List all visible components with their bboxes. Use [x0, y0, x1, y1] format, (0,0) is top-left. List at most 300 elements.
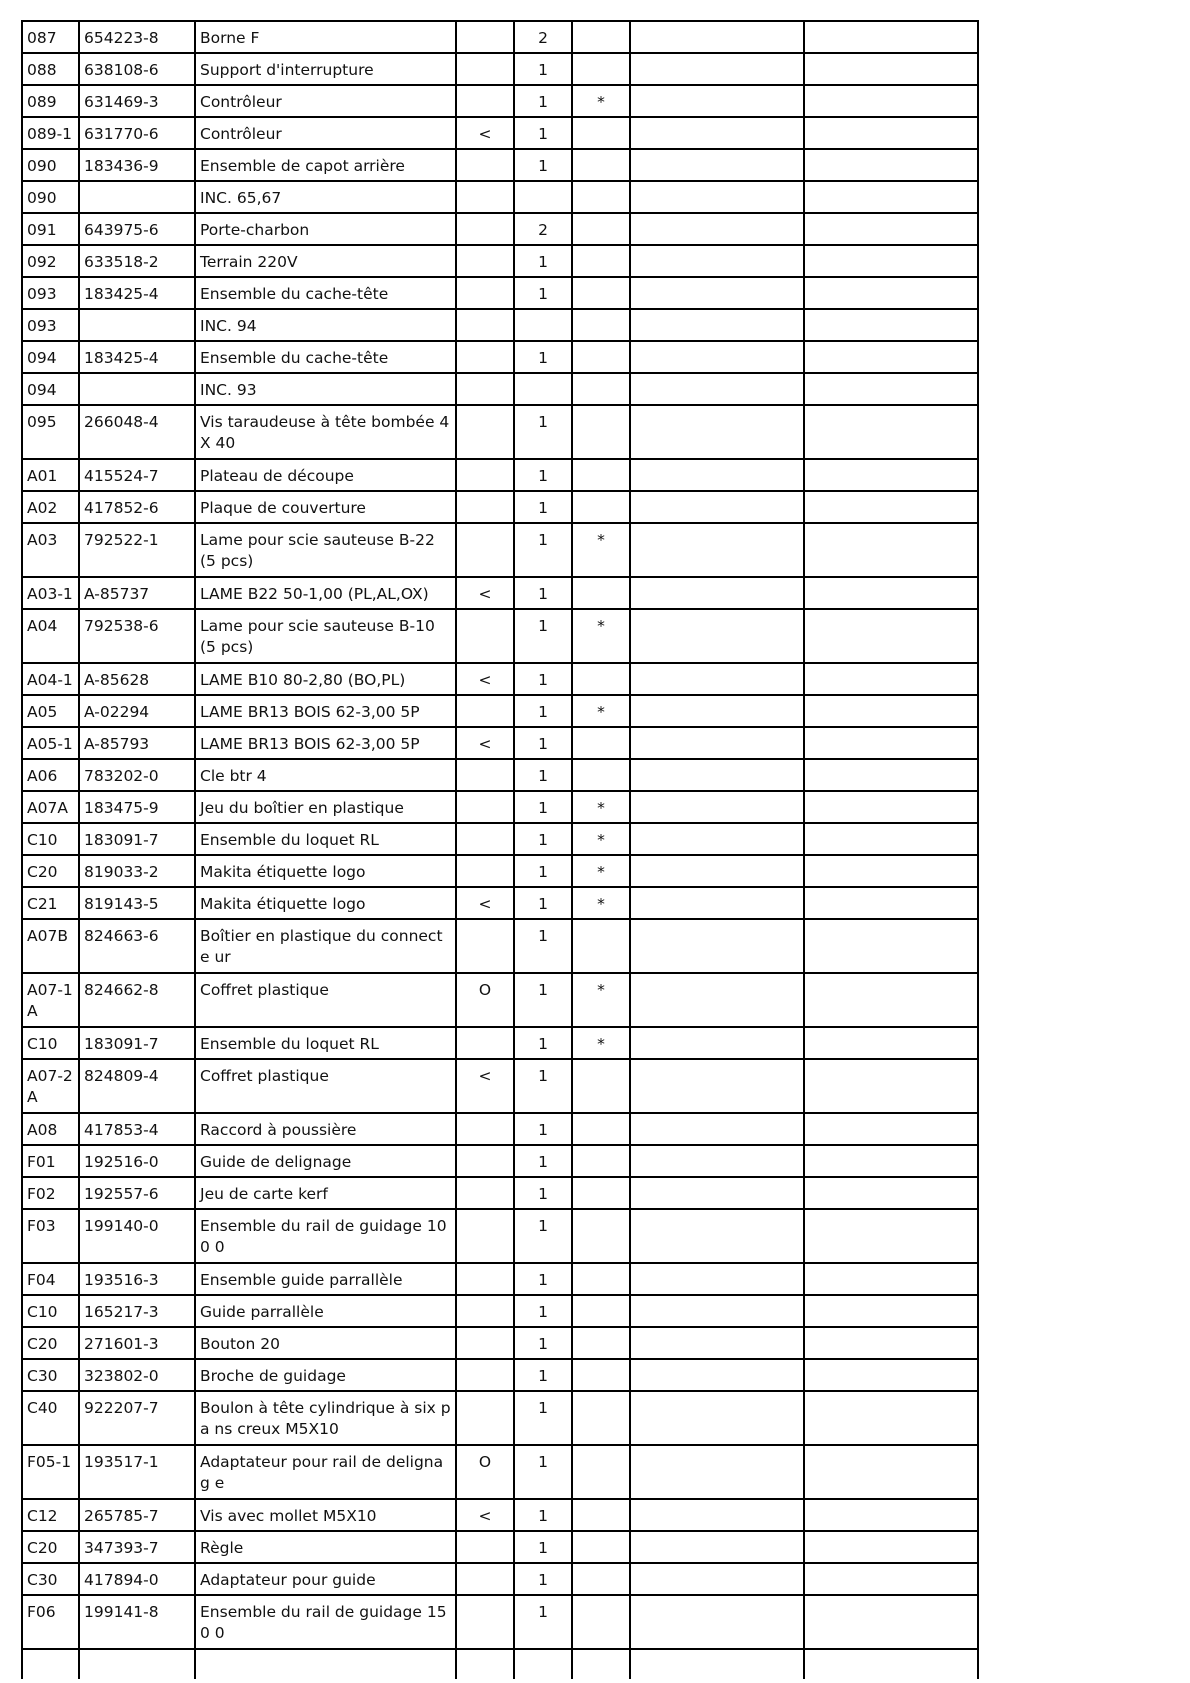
table-row [22, 213, 978, 245]
note-cell [572, 1145, 630, 1177]
table-row [22, 1113, 978, 1145]
description-cell: Ensemble du loquet RL [195, 823, 456, 855]
empty-cell [804, 1649, 978, 1679]
part-number-cell: 199140-0 [79, 1209, 195, 1263]
item-number-cell: F05-1 [22, 1445, 79, 1499]
note-cell [572, 309, 630, 341]
part-number-cell: A-02294 [79, 695, 195, 727]
note-cell [572, 341, 630, 373]
part-number-cell: 347393-7 [79, 1531, 195, 1563]
description-cell: Ensemble du cache-tête [195, 341, 456, 373]
part-number-cell: 417853-4 [79, 1113, 195, 1145]
description-cell: Guide parrallèle [195, 1295, 456, 1327]
part-number-cell: 792522-1 [79, 523, 195, 577]
description-cell: Boîtier en plastique du connecte ur [195, 919, 456, 973]
description-cell: Makita étiquette logo [195, 855, 456, 887]
part-number-cell: 638108-6 [79, 53, 195, 85]
blank-cell-2 [804, 1145, 978, 1177]
quantity-cell: 1 [514, 1531, 572, 1563]
flag-cell [456, 459, 514, 491]
item-number-cell: 090 [22, 149, 79, 181]
note-cell [572, 727, 630, 759]
table-row [22, 53, 978, 85]
flag-cell: O [456, 973, 514, 1027]
item-number-cell: C10 [22, 1027, 79, 1059]
description-cell: Contrôleur [195, 85, 456, 117]
note-cell [572, 405, 630, 459]
quantity-cell: 2 [514, 21, 572, 53]
blank-cell-2 [804, 85, 978, 117]
flag-cell [456, 1145, 514, 1177]
blank-cell-1 [630, 1359, 804, 1391]
part-number-cell: 824809-4 [79, 1059, 195, 1113]
table-row [22, 117, 978, 149]
quantity-cell: 1 [514, 609, 572, 663]
quantity-cell [514, 373, 572, 405]
note-cell [572, 1359, 630, 1391]
item-number-cell: 092 [22, 245, 79, 277]
blank-cell-1 [630, 973, 804, 1027]
note-cell: * [572, 973, 630, 1027]
part-number-cell: 417852-6 [79, 491, 195, 523]
table-row [22, 405, 978, 459]
table-row [22, 21, 978, 53]
flag-cell: < [456, 1499, 514, 1531]
item-number-cell: C20 [22, 855, 79, 887]
flag-cell [456, 149, 514, 181]
table-row [22, 823, 978, 855]
note-cell [572, 21, 630, 53]
table-row [22, 727, 978, 759]
description-cell: Cle btr 4 [195, 759, 456, 791]
blank-cell-2 [804, 1595, 978, 1649]
blank-cell-1 [630, 791, 804, 823]
note-cell: * [572, 887, 630, 919]
item-number-cell: A04-1 [22, 663, 79, 695]
part-number-cell: 192516-0 [79, 1145, 195, 1177]
note-cell [572, 759, 630, 791]
part-number-cell: 183436-9 [79, 149, 195, 181]
table-row [22, 341, 978, 373]
item-number-cell: C21 [22, 887, 79, 919]
table-row [22, 1027, 978, 1059]
part-number-cell: 643975-6 [79, 213, 195, 245]
blank-cell-1 [630, 1445, 804, 1499]
table-row [22, 181, 978, 213]
note-cell [572, 373, 630, 405]
description-cell: Boulon à tête cylindrique à six pa ns creux M5X10 [195, 1391, 456, 1445]
table-row [22, 1209, 978, 1263]
blank-cell-2 [804, 1563, 978, 1595]
note-cell [572, 1391, 630, 1445]
blank-cell-2 [804, 1209, 978, 1263]
flag-cell [456, 1595, 514, 1649]
table-row [22, 1499, 978, 1531]
blank-cell-1 [630, 1177, 804, 1209]
table-row [22, 1295, 978, 1327]
item-number-cell: C30 [22, 1563, 79, 1595]
note-cell [572, 1113, 630, 1145]
blank-cell-2 [804, 21, 978, 53]
quantity-cell: 2 [514, 213, 572, 245]
quantity-cell [514, 309, 572, 341]
blank-cell-2 [804, 1027, 978, 1059]
description-cell: Contrôleur [195, 117, 456, 149]
quantity-cell [514, 181, 572, 213]
note-cell [572, 919, 630, 973]
note-cell [572, 1499, 630, 1531]
blank-cell-2 [804, 149, 978, 181]
blank-cell-2 [804, 1391, 978, 1445]
quantity-cell: 1 [514, 973, 572, 1027]
quantity-cell: 1 [514, 491, 572, 523]
blank-cell-1 [630, 459, 804, 491]
blank-cell-2 [804, 663, 978, 695]
blank-cell-1 [630, 759, 804, 791]
part-number-cell: 323802-0 [79, 1359, 195, 1391]
description-cell: Terrain 220V [195, 245, 456, 277]
item-number-cell: A03 [22, 523, 79, 577]
part-number-cell: 417894-0 [79, 1563, 195, 1595]
empty-cell [79, 1649, 195, 1679]
item-number-cell: F01 [22, 1145, 79, 1177]
part-number-cell: 824662-8 [79, 973, 195, 1027]
item-number-cell: F04 [22, 1263, 79, 1295]
flag-cell [456, 213, 514, 245]
flag-cell [456, 1027, 514, 1059]
description-cell: Ensemble guide parrallèle [195, 1263, 456, 1295]
part-number-cell: 819143-5 [79, 887, 195, 919]
quantity-cell: 1 [514, 759, 572, 791]
table-row [22, 1145, 978, 1177]
flag-cell: < [456, 577, 514, 609]
item-number-cell: A05-1 [22, 727, 79, 759]
part-number-cell: 271601-3 [79, 1327, 195, 1359]
parts-table-body [22, 21, 978, 1679]
description-cell: Ensemble du rail de guidage 100 0 [195, 1209, 456, 1263]
blank-cell-2 [804, 53, 978, 85]
flag-cell [456, 1295, 514, 1327]
description-cell: Borne F [195, 21, 456, 53]
item-number-cell: 093 [22, 277, 79, 309]
quantity-cell: 1 [514, 245, 572, 277]
blank-cell-2 [804, 459, 978, 491]
description-cell: INC. 93 [195, 373, 456, 405]
part-number-cell: 631770-6 [79, 117, 195, 149]
flag-cell [456, 1563, 514, 1595]
quantity-cell: 1 [514, 791, 572, 823]
item-number-cell: 095 [22, 405, 79, 459]
item-number-cell: A07-2 A [22, 1059, 79, 1113]
note-cell: * [572, 609, 630, 663]
table-row [22, 1595, 978, 1649]
quantity-cell: 1 [514, 53, 572, 85]
flag-cell [456, 791, 514, 823]
quantity-cell: 1 [514, 1563, 572, 1595]
blank-cell-1 [630, 1145, 804, 1177]
item-number-cell: F06 [22, 1595, 79, 1649]
part-number-cell: 183091-7 [79, 1027, 195, 1059]
flag-cell [456, 1327, 514, 1359]
table-row [22, 887, 978, 919]
item-number-cell: A05 [22, 695, 79, 727]
blank-cell-2 [804, 1263, 978, 1295]
item-number-cell: A06 [22, 759, 79, 791]
blank-cell-2 [804, 373, 978, 405]
empty-cell [195, 1649, 456, 1679]
blank-cell-1 [630, 1209, 804, 1263]
blank-cell-2 [804, 577, 978, 609]
flag-cell [456, 919, 514, 973]
blank-cell-1 [630, 277, 804, 309]
blank-cell-1 [630, 919, 804, 973]
flag-cell [456, 373, 514, 405]
blank-cell-2 [804, 759, 978, 791]
description-cell: INC. 94 [195, 309, 456, 341]
blank-cell-1 [630, 85, 804, 117]
table-row [22, 1263, 978, 1295]
description-cell: LAME BR13 BOIS 62-3,00 5P [195, 727, 456, 759]
note-cell: * [572, 1027, 630, 1059]
item-number-cell: 094 [22, 341, 79, 373]
empty-cell [22, 1649, 79, 1679]
description-cell: Adaptateur pour guide [195, 1563, 456, 1595]
part-number-cell: 631469-3 [79, 85, 195, 117]
flag-cell: < [456, 663, 514, 695]
blank-cell-1 [630, 53, 804, 85]
quantity-cell: 1 [514, 85, 572, 117]
blank-cell-1 [630, 855, 804, 887]
quantity-cell: 1 [514, 1263, 572, 1295]
blank-cell-1 [630, 823, 804, 855]
note-cell [572, 1445, 630, 1499]
blank-cell-1 [630, 213, 804, 245]
note-cell [572, 53, 630, 85]
blank-cell-2 [804, 887, 978, 919]
flag-cell: < [456, 887, 514, 919]
description-cell: Lame pour scie sauteuse B-22 (5 pcs) [195, 523, 456, 577]
note-cell [572, 491, 630, 523]
note-cell [572, 245, 630, 277]
flag-cell [456, 1263, 514, 1295]
item-number-cell: 090 [22, 181, 79, 213]
blank-cell-1 [630, 181, 804, 213]
description-cell: Adaptateur pour rail de delignag e [195, 1445, 456, 1499]
flag-cell [456, 53, 514, 85]
blank-cell-1 [630, 405, 804, 459]
blank-cell-1 [630, 117, 804, 149]
note-cell [572, 1177, 630, 1209]
quantity-cell: 1 [514, 117, 572, 149]
flag-cell [456, 1391, 514, 1445]
flag-cell [456, 1177, 514, 1209]
blank-cell-2 [804, 245, 978, 277]
flag-cell [456, 1531, 514, 1563]
note-cell: * [572, 523, 630, 577]
part-number-cell: 193516-3 [79, 1263, 195, 1295]
quantity-cell: 1 [514, 855, 572, 887]
table-row [22, 919, 978, 973]
note-cell [572, 577, 630, 609]
blank-cell-2 [804, 727, 978, 759]
description-cell: INC. 65,67 [195, 181, 456, 213]
table-row [22, 609, 978, 663]
table-row [22, 1059, 978, 1113]
note-cell [572, 1209, 630, 1263]
flag-cell [456, 277, 514, 309]
quantity-cell: 1 [514, 919, 572, 973]
table-row [22, 663, 978, 695]
blank-cell-2 [804, 823, 978, 855]
table-row [22, 491, 978, 523]
description-cell: Coffret plastique [195, 973, 456, 1027]
note-cell [572, 1531, 630, 1563]
part-number-cell: A-85737 [79, 577, 195, 609]
blank-cell-2 [804, 523, 978, 577]
quantity-cell: 1 [514, 663, 572, 695]
table-row [22, 245, 978, 277]
blank-cell-2 [804, 1113, 978, 1145]
blank-cell-2 [804, 1327, 978, 1359]
blank-cell-2 [804, 855, 978, 887]
part-number-cell: 266048-4 [79, 405, 195, 459]
table-row [22, 759, 978, 791]
blank-cell-2 [804, 1059, 978, 1113]
flag-cell: < [456, 117, 514, 149]
flag-cell [456, 341, 514, 373]
blank-cell-1 [630, 887, 804, 919]
quantity-cell: 1 [514, 727, 572, 759]
quantity-cell: 1 [514, 695, 572, 727]
description-cell: Porte-charbon [195, 213, 456, 245]
blank-cell-1 [630, 663, 804, 695]
part-number-cell: 183091-7 [79, 823, 195, 855]
note-cell [572, 277, 630, 309]
quantity-cell: 1 [514, 1145, 572, 1177]
item-number-cell: C20 [22, 1327, 79, 1359]
blank-cell-2 [804, 405, 978, 459]
empty-table-row [22, 1649, 978, 1679]
blank-cell-2 [804, 1445, 978, 1499]
blank-cell-2 [804, 117, 978, 149]
flag-cell [456, 759, 514, 791]
blank-cell-1 [630, 1499, 804, 1531]
note-cell [572, 1059, 630, 1113]
item-number-cell: A01 [22, 459, 79, 491]
item-number-cell: C12 [22, 1499, 79, 1531]
part-number-cell: 792538-6 [79, 609, 195, 663]
quantity-cell: 1 [514, 1059, 572, 1113]
table-row [22, 459, 978, 491]
empty-cell [456, 1649, 514, 1679]
note-cell [572, 1263, 630, 1295]
flag-cell: < [456, 1059, 514, 1113]
description-cell: Jeu de carte kerf [195, 1177, 456, 1209]
quantity-cell: 1 [514, 577, 572, 609]
blank-cell-1 [630, 21, 804, 53]
table-row [22, 1445, 978, 1499]
blank-cell-2 [804, 1359, 978, 1391]
item-number-cell: C30 [22, 1359, 79, 1391]
item-number-cell: C20 [22, 1531, 79, 1563]
blank-cell-2 [804, 277, 978, 309]
quantity-cell: 1 [514, 149, 572, 181]
description-cell: Bouton 20 [195, 1327, 456, 1359]
empty-cell [514, 1649, 572, 1679]
table-row [22, 149, 978, 181]
blank-cell-2 [804, 181, 978, 213]
blank-cell-1 [630, 1113, 804, 1145]
table-row [22, 855, 978, 887]
flag-cell [456, 823, 514, 855]
blank-cell-1 [630, 1027, 804, 1059]
quantity-cell: 1 [514, 1445, 572, 1499]
blank-cell-1 [630, 1531, 804, 1563]
empty-cell [572, 1649, 630, 1679]
description-cell: Ensemble de capot arrière [195, 149, 456, 181]
table-row [22, 1531, 978, 1563]
blank-cell-2 [804, 1295, 978, 1327]
table-row [22, 577, 978, 609]
part-number-cell: 415524-7 [79, 459, 195, 491]
blank-cell-1 [630, 309, 804, 341]
blank-cell-1 [630, 373, 804, 405]
flag-cell [456, 1359, 514, 1391]
blank-cell-2 [804, 1177, 978, 1209]
quantity-cell: 1 [514, 1027, 572, 1059]
blank-cell-2 [804, 213, 978, 245]
blank-cell-1 [630, 245, 804, 277]
empty-cell [630, 1649, 804, 1679]
blank-cell-2 [804, 491, 978, 523]
quantity-cell: 1 [514, 341, 572, 373]
note-cell [572, 1327, 630, 1359]
table-row [22, 85, 978, 117]
flag-cell [456, 21, 514, 53]
part-number-cell: 165217-3 [79, 1295, 195, 1327]
description-cell: Lame pour scie sauteuse B-10 (5 pcs) [195, 609, 456, 663]
flag-cell: O [456, 1445, 514, 1499]
blank-cell-1 [630, 727, 804, 759]
flag-cell [456, 85, 514, 117]
table-row [22, 277, 978, 309]
part-number-cell [79, 181, 195, 213]
quantity-cell: 1 [514, 1209, 572, 1263]
item-number-cell: C40 [22, 1391, 79, 1445]
flag-cell [456, 855, 514, 887]
description-cell: Raccord à poussière [195, 1113, 456, 1145]
item-number-cell: C10 [22, 823, 79, 855]
item-number-cell: C10 [22, 1295, 79, 1327]
blank-cell-1 [630, 1263, 804, 1295]
quantity-cell: 1 [514, 1327, 572, 1359]
part-number-cell: 183475-9 [79, 791, 195, 823]
part-number-cell: 192557-6 [79, 1177, 195, 1209]
description-cell: Broche de guidage [195, 1359, 456, 1391]
part-number-cell: A-85628 [79, 663, 195, 695]
part-number-cell [79, 309, 195, 341]
blank-cell-2 [804, 1499, 978, 1531]
note-cell [572, 117, 630, 149]
note-cell: * [572, 695, 630, 727]
description-cell: Guide de delignage [195, 1145, 456, 1177]
item-number-cell: 091 [22, 213, 79, 245]
part-number-cell: 265785-7 [79, 1499, 195, 1531]
note-cell [572, 1563, 630, 1595]
item-number-cell: 088 [22, 53, 79, 85]
quantity-cell: 1 [514, 823, 572, 855]
note-cell: * [572, 823, 630, 855]
